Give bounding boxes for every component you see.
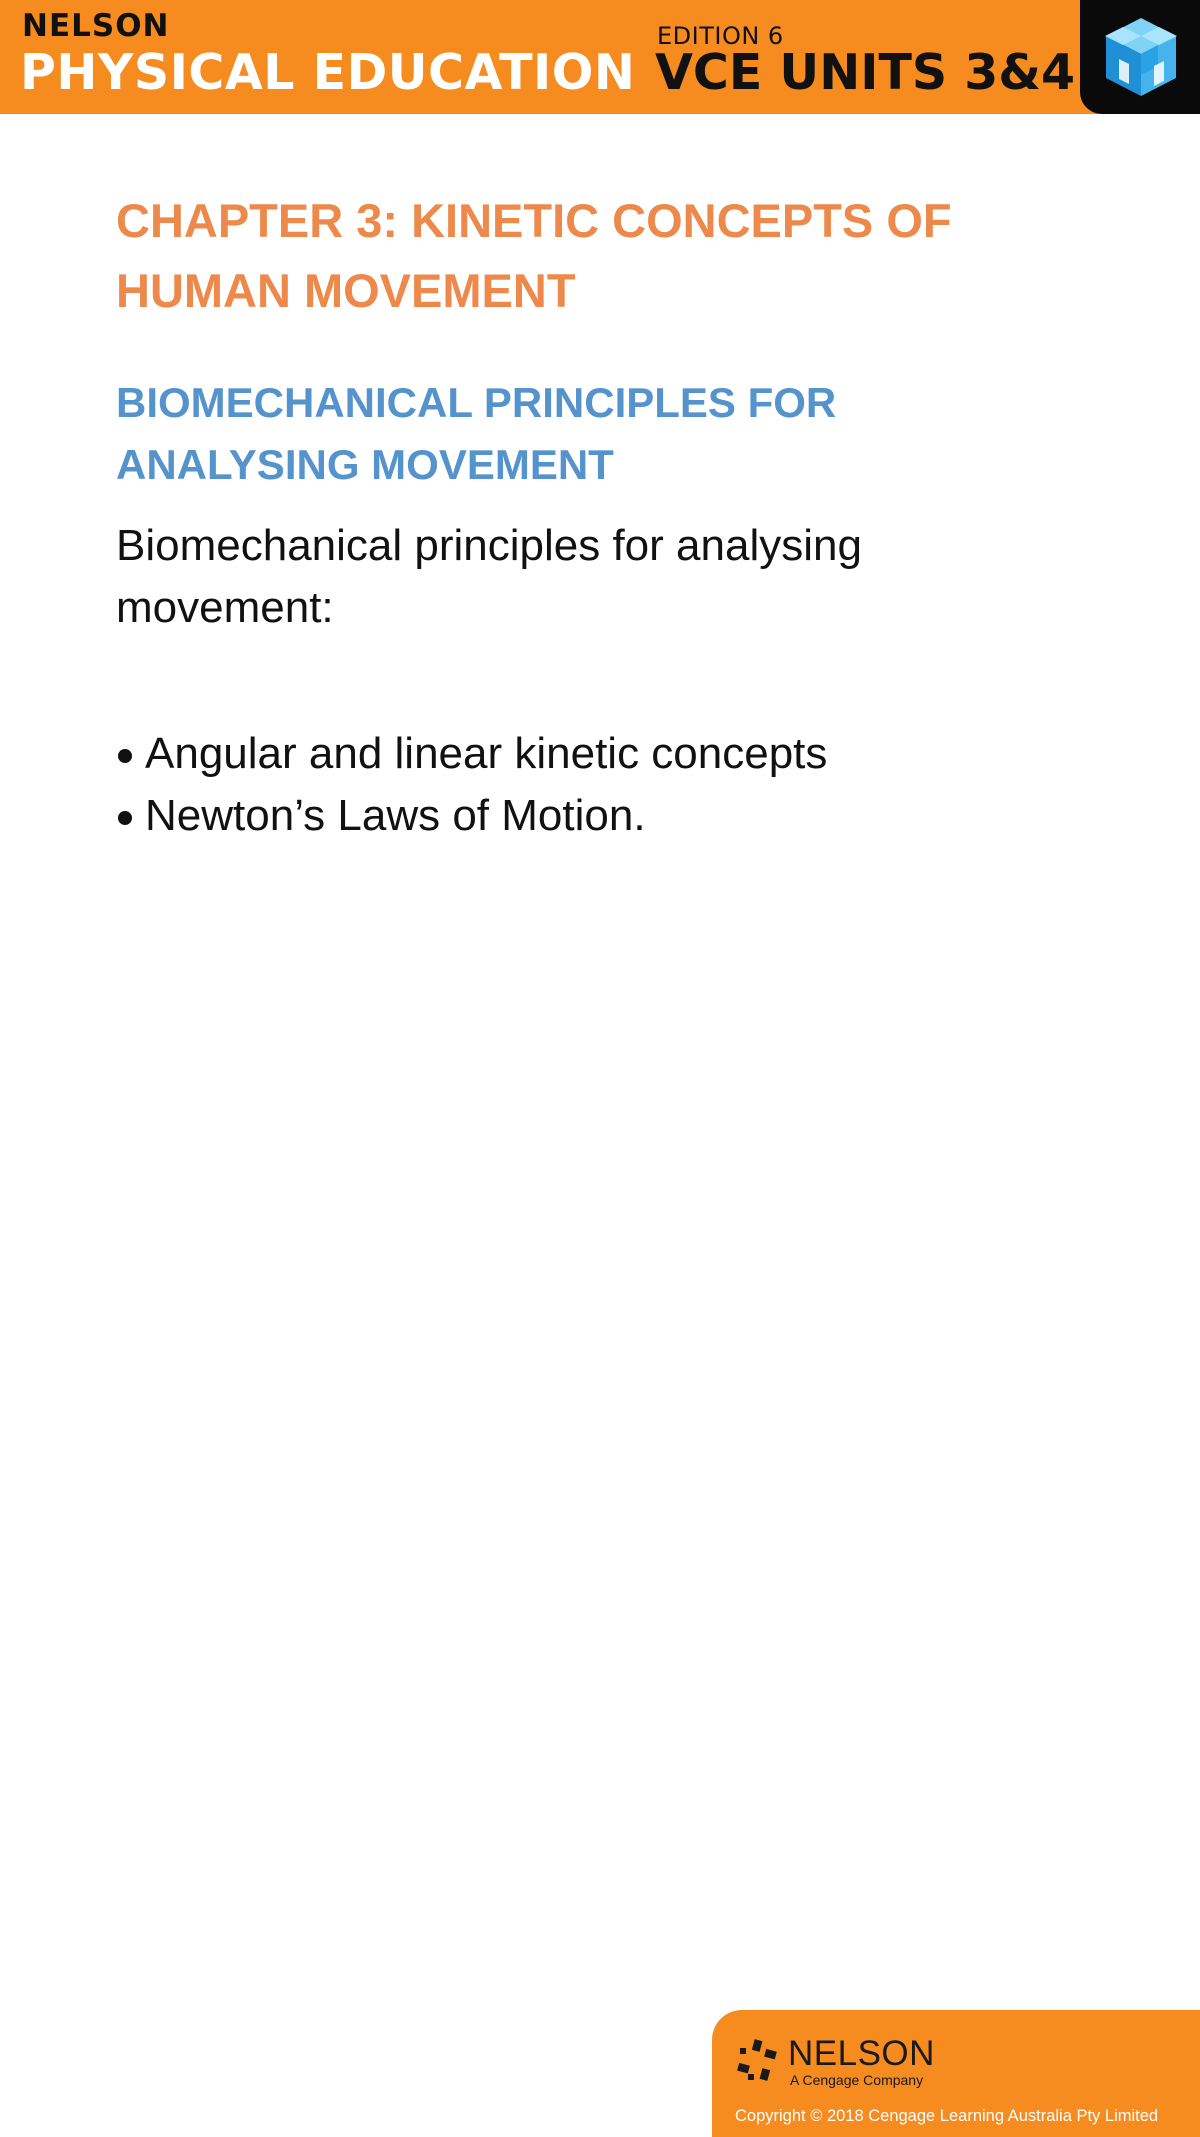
section-title: BIOMECHANICAL PRINCIPLES FOR ANALYSING MOVEMENT [116,379,837,488]
nelson-cube-logo-icon [1080,0,1200,114]
footer-banner [712,2010,1200,2137]
bullet-icon [118,749,132,763]
bullet-list [116,723,1036,847]
list-item [116,785,1036,847]
brand-title: PHYSICAL EDUCATION [20,44,636,101]
header-banner [0,0,1200,114]
footer-subbrand: A Cengage Company [790,2072,924,2088]
list-item [116,723,1036,785]
chapter-title: CHAPTER 3: KINETIC CONCEPTS OF HUMAN MOVEMENT [116,194,952,317]
bullet-icon [118,811,132,825]
bullet-text: Newton’s Laws of Motion. [145,791,646,840]
bullet-text: Angular and linear kinetic concepts [145,729,828,778]
intro-text: Biomechanical principles for analysing movement: [116,521,862,632]
edition-label: EDITION 6 [657,22,784,50]
nelson-pinwheel-logo-icon [734,2038,780,2084]
units-label: VCE UNITS 3&4 [655,44,1076,101]
brand-publisher: NELSON [22,8,170,44]
footer-brand: NELSON [788,2034,935,2073]
copyright-text: Copyright © 2018 Cengage Learning Australia Pty Limited [735,2107,1159,2125]
